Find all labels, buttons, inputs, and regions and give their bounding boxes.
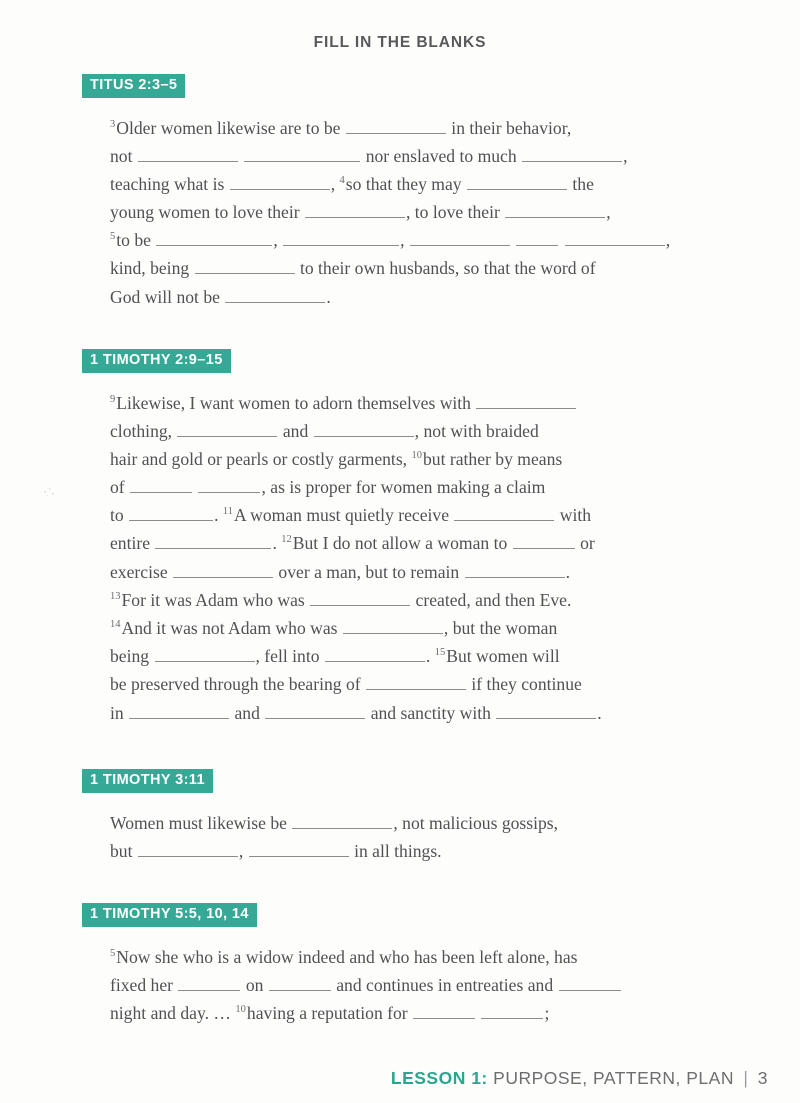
- footer-lesson-label: LESSON 1:: [390, 1068, 488, 1088]
- fill-blank[interactable]: [467, 175, 567, 190]
- verse-number: 13: [110, 590, 121, 602]
- passage-text: [110, 389, 710, 727]
- verse-line: fixed her on and continues in entreaties and: [110, 971, 740, 999]
- fill-blank[interactable]: [195, 259, 295, 274]
- fill-blank[interactable]: [325, 647, 425, 662]
- fill-blank[interactable]: [198, 478, 260, 493]
- fill-blank[interactable]: [454, 506, 554, 521]
- verse-line: Women must likewise be , not malicious gossips,: [110, 812, 559, 833]
- fill-blank[interactable]: [138, 147, 238, 162]
- fill-blank[interactable]: [481, 1004, 543, 1019]
- verse-line: kind, being to their own husbands, so that the word of: [110, 258, 596, 279]
- fill-blank[interactable]: [230, 175, 330, 190]
- verse-number: 3: [110, 118, 116, 130]
- verse-number: 14: [110, 619, 121, 630]
- verse-number: 10: [235, 1003, 246, 1015]
- passage-block-1timothy-3: [82, 769, 710, 865]
- passage-text: [110, 943, 740, 1028]
- fill-blank[interactable]: [513, 534, 575, 549]
- footer-lesson-title: PURPOSE, PATTERN, PLAN: [493, 1068, 734, 1088]
- passage-block-1timothy-2: [82, 349, 710, 727]
- fill-blank[interactable]: [410, 231, 510, 246]
- verse-line: to . $^{11}$A woman must quietly receive with: [110, 505, 592, 526]
- page-footer: [0, 1068, 800, 1089]
- verse-line: in and and sanctity with .: [110, 702, 602, 723]
- fill-blank[interactable]: [565, 231, 665, 246]
- passage-reference-label: 1 TIMOTHY 3:11: [82, 769, 213, 793]
- fill-blank[interactable]: [292, 814, 392, 829]
- fill-blank[interactable]: [476, 394, 576, 409]
- passage-reference-label: 1 TIMOTHY 5:5, 10, 14: [82, 903, 257, 927]
- verse-line: young women to love their , to love their ,: [110, 202, 611, 223]
- passage-block-1timothy-5: [82, 903, 740, 1027]
- fill-blank[interactable]: [225, 288, 325, 303]
- passage-text: [110, 114, 710, 311]
- fill-blank[interactable]: [156, 231, 272, 246]
- verse-number: 5: [110, 231, 116, 243]
- fill-blank[interactable]: [155, 534, 271, 549]
- fill-blank[interactable]: [177, 422, 277, 437]
- verse-line: but , in all things.: [110, 840, 442, 861]
- fill-blank[interactable]: [314, 422, 414, 437]
- fill-blank[interactable]: [138, 842, 238, 857]
- fill-blank[interactable]: [249, 842, 349, 857]
- fill-blank[interactable]: [465, 563, 565, 578]
- fill-blank[interactable]: [155, 647, 255, 662]
- fill-blank[interactable]: [559, 976, 621, 991]
- fill-blank[interactable]: [496, 704, 596, 719]
- fill-blank[interactable]: [269, 976, 331, 991]
- passage-block-titus: [82, 74, 710, 311]
- fill-blank[interactable]: [516, 231, 558, 246]
- verse-line: not nor enslaved to much ,: [110, 145, 628, 166]
- fill-blank[interactable]: [265, 704, 365, 719]
- passage-reference-label: 1 TIMOTHY 2:9–15: [82, 349, 231, 373]
- verse-number: 9: [110, 393, 116, 405]
- verse-line: $^{14}$And it was not Adam who was , but the woman: [110, 618, 558, 638]
- verse-line: God will not be .: [110, 286, 331, 307]
- verse-line: $^9$Likewise, I want women to adorn themselves with: [110, 389, 710, 417]
- verse-line: $^5$to be , , ,: [110, 230, 671, 251]
- verse-line: of , as is proper for women making a claim: [110, 477, 546, 498]
- fill-blank[interactable]: [366, 675, 466, 690]
- verse-line: clothing, and , not with braided: [110, 420, 539, 441]
- verse-line: be preserved through the bearing of if they continue: [110, 674, 582, 695]
- verse-number: 4: [339, 174, 345, 186]
- fill-blank[interactable]: [244, 147, 360, 162]
- fill-blank[interactable]: [505, 203, 605, 218]
- fill-blank[interactable]: [305, 203, 405, 218]
- verse-number: 15: [434, 647, 446, 659]
- fill-blank[interactable]: [130, 478, 192, 493]
- fill-blank[interactable]: [310, 591, 410, 606]
- verse-line: $^5$Now she who is a widow indeed and who has been left alone, has: [110, 946, 578, 967]
- footer-separator: |: [743, 1068, 749, 1088]
- verse-number: 12: [281, 534, 292, 546]
- page-title: FILL IN THE BLANKS: [313, 34, 487, 51]
- verse-number: 10: [411, 449, 422, 461]
- scan-artifact-speckle: [44, 488, 58, 498]
- fill-blank[interactable]: [129, 704, 229, 719]
- verse-line: night and day. … $^{10}$having a reputation for ;: [110, 1002, 550, 1023]
- fill-blank[interactable]: [283, 231, 399, 246]
- verse-line: hair and gold or pearls or costly garments, $^{10}$but rather by means: [110, 448, 563, 469]
- verse-line: $^{13}$For it was Adam who was created, and then Eve.: [110, 589, 572, 610]
- verse-line: entire . $^{12}$But I do not allow a woman to or: [110, 533, 595, 554]
- fill-blank[interactable]: [413, 1004, 475, 1019]
- footer-page-number: 3: [757, 1068, 768, 1088]
- fill-blank[interactable]: [173, 563, 273, 578]
- passage-reference-label: TITUS 2:3–5: [82, 74, 185, 98]
- fill-blank[interactable]: [522, 147, 622, 162]
- verse-line: $^3$Older women likewise are to be in their behavior,: [110, 117, 572, 138]
- verse-line: exercise over a man, but to remain .: [110, 561, 570, 582]
- verse-line: being , fell into . $^{15}$But women will: [110, 646, 560, 667]
- verse-number: 5: [110, 947, 116, 959]
- verse-line: teaching what is , $^4$so that they may the: [110, 173, 594, 194]
- fill-blank[interactable]: [343, 619, 443, 634]
- fill-blank[interactable]: [178, 976, 240, 991]
- passage-text: [110, 809, 710, 865]
- fill-blank[interactable]: [129, 506, 213, 521]
- verse-number: 11: [222, 506, 234, 518]
- fill-blank[interactable]: [346, 119, 446, 134]
